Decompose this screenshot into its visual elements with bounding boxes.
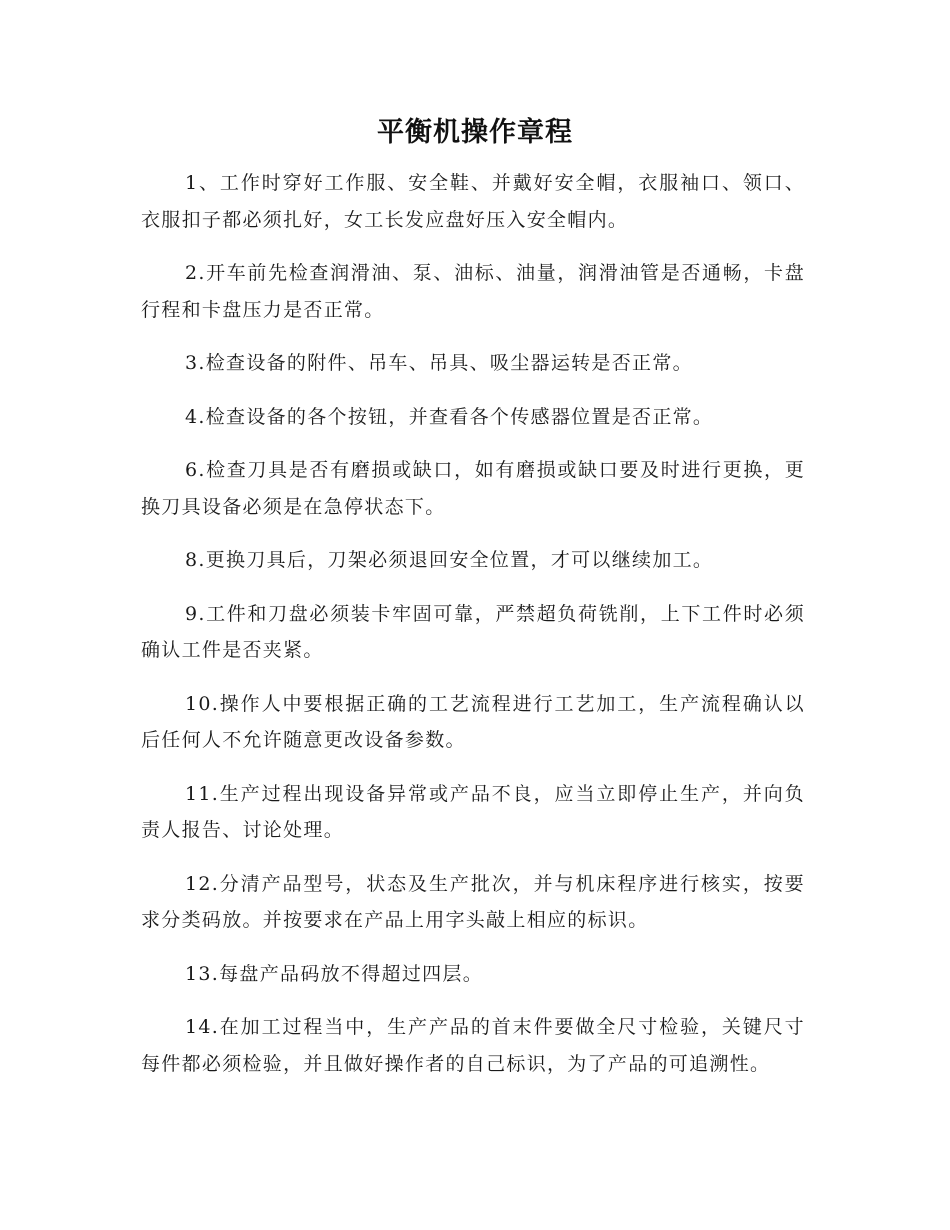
- paragraph-1: 1、工作时穿好工作服、安全鞋、并戴好安全帽，衣服袖口、领口、衣服扣子都必须扎好，女工长发应盘好压入安全帽内。: [141, 172, 805, 231]
- paragraph-6: 6.检查刀具是否有磨损或缺口，如有磨损或缺口要及时进行更换，更换刀具设备必须是在急停状态下。: [141, 459, 805, 518]
- paragraph-9: 9.工件和刀盘必须装卡牢固可靠，严禁超负荷铣削，上下工件时必须确认工件是否夹紧。: [141, 602, 805, 661]
- paragraph-14: 14.在加工过程当中，生产产品的首末件要做全尺寸检验，关键尺寸每件都必须检验，并且做好操作者的自己标识，为了产品的可追溯性。: [141, 1016, 805, 1075]
- paragraph-3: 3.检查设备的附件、吊车、吊具、吸尘器运转是否正常。: [185, 352, 693, 374]
- paragraph-12: 12.分清产品型号，状态及生产批次，并与机床程序进行核实，按要求分类码放。并按要求在产品上用字头敲上相应的标识。: [141, 872, 805, 931]
- paragraph-13: 13.每盘产品码放不得超过四层。: [185, 962, 484, 985]
- paragraph-4: 4.检查设备的各个按钮，并查看各个传感器位置是否正常。: [185, 405, 714, 428]
- document-body: [141, 165, 805, 1099]
- paragraph-2: 2.开车前先检查润滑油、泵、油标、油量，润滑油管是否通畅，卡盘行程和卡盘压力是否正常。: [141, 262, 805, 321]
- paragraph-10: 10.操作人中要根据正确的工艺流程进行工艺加工，生产流程确认以后任何人不允许随意更改设备参数。: [141, 692, 805, 751]
- paragraph-11: 11.生产过程出现设备异常或产品不良，应当立即停止生产，并向负责人报告、讨论处理。: [141, 782, 805, 841]
- document-title: 平衡机操作章程: [377, 117, 573, 148]
- paragraph-8: 8.更换刀具后，刀架必须退回安全位置，才可以继续加工。: [185, 549, 714, 571]
